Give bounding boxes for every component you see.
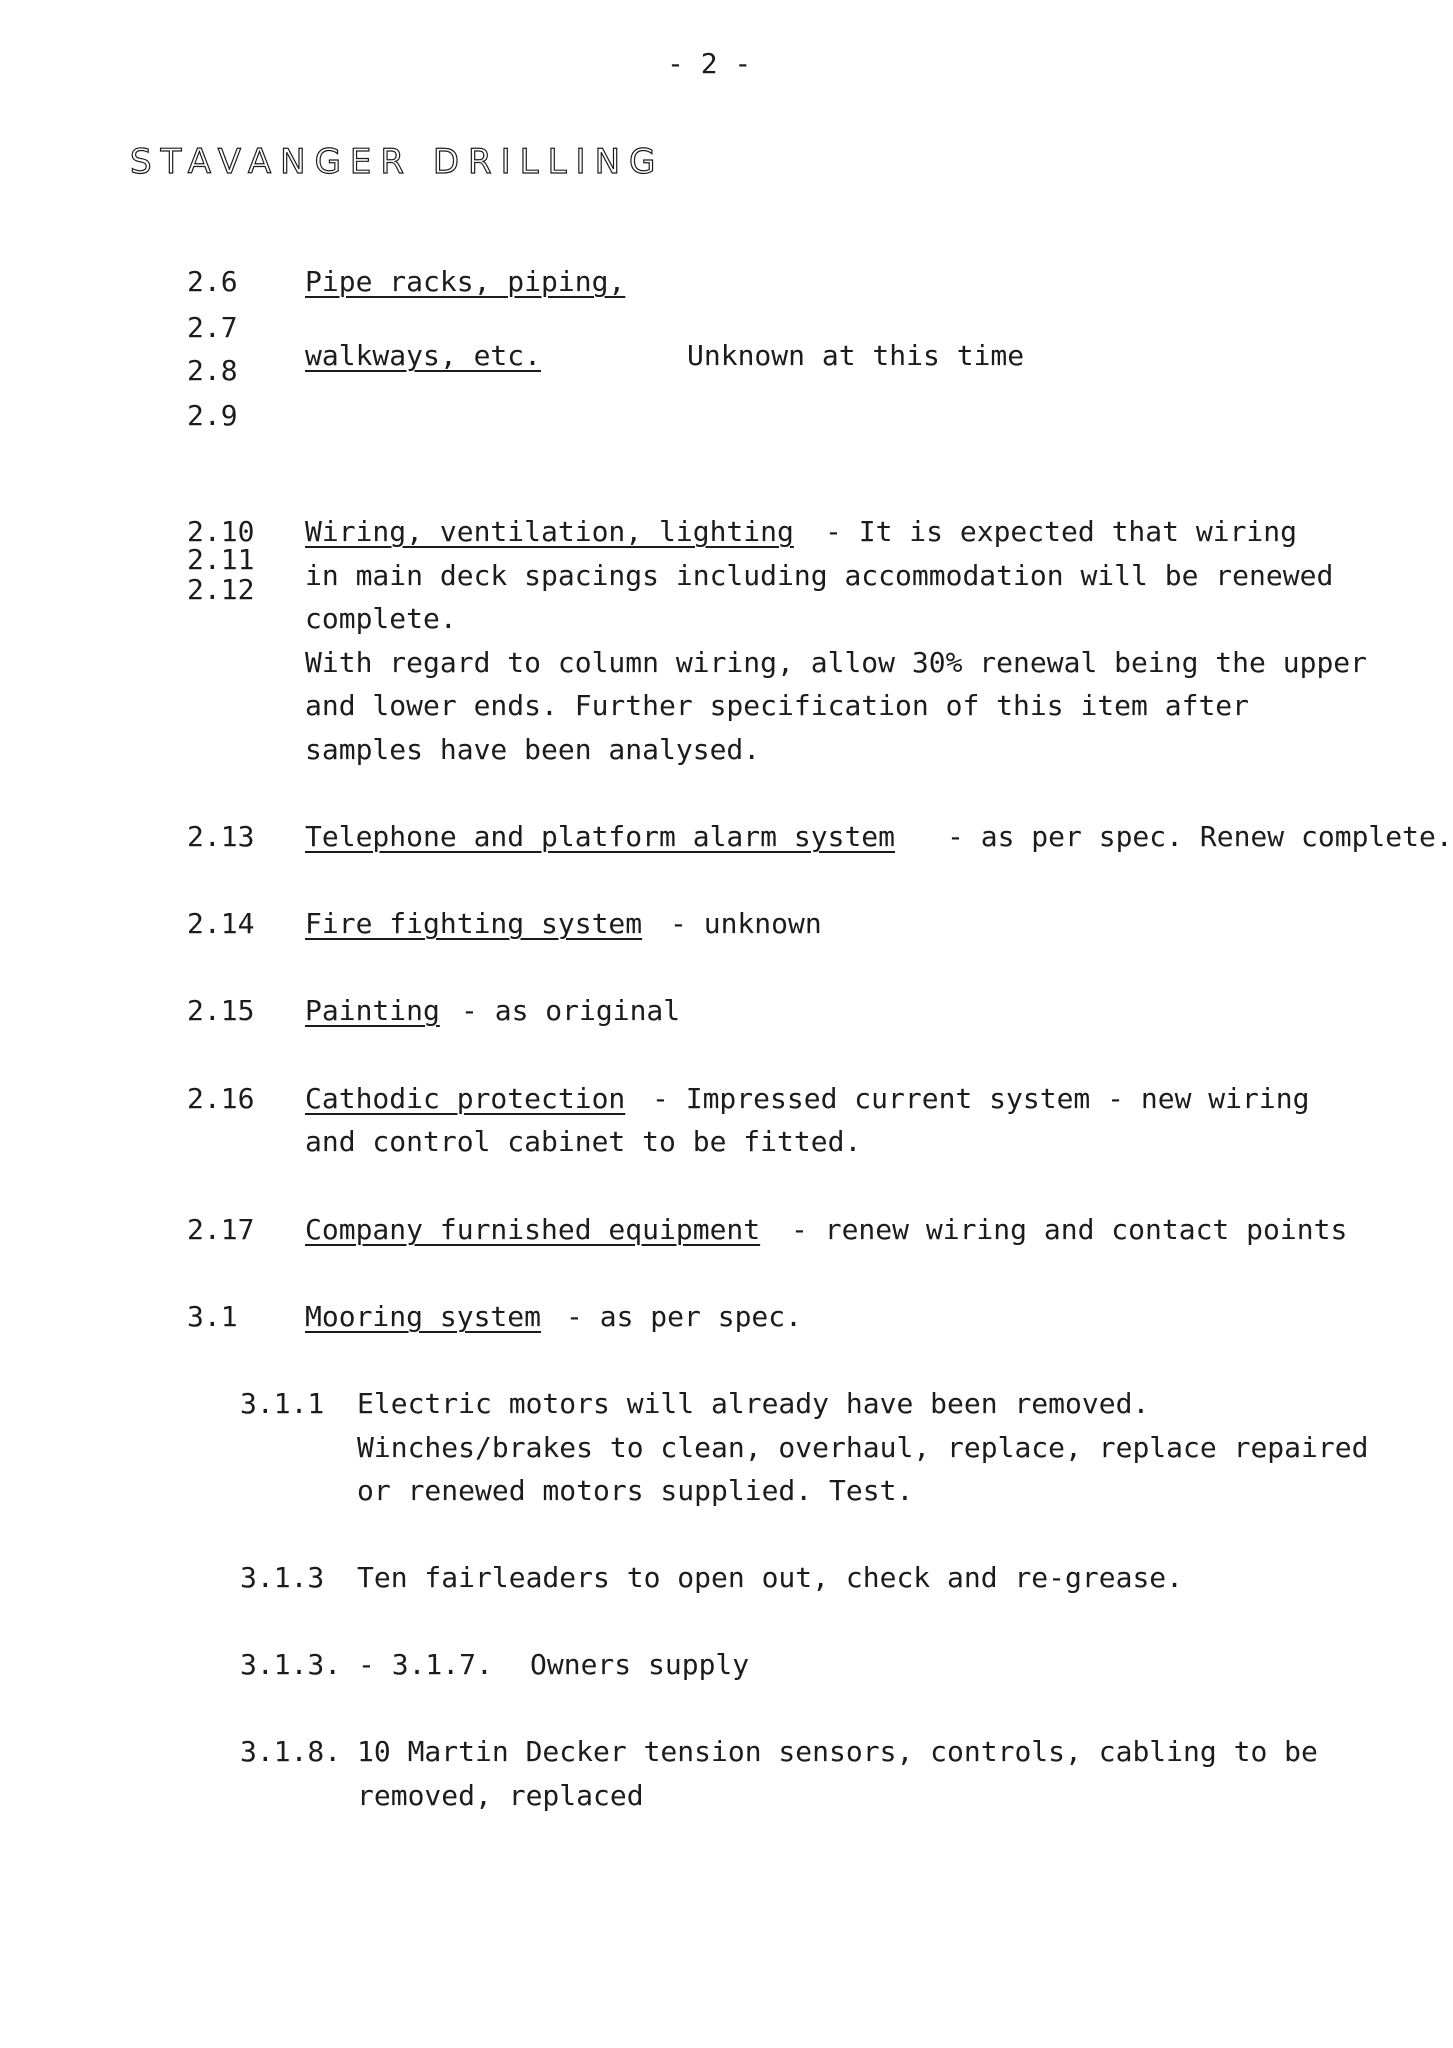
- item-text-2-15: - as original: [461, 994, 681, 1027]
- item-text-3-1-1-line-3: or renewed motors supplied. Test.: [357, 1474, 914, 1507]
- item-number-3-1-3: 3.1.3: [240, 1561, 325, 1594]
- item-number-2-7: 2.7: [187, 311, 238, 344]
- item-title-2-10: Wiring, ventilation, lighting: [305, 515, 794, 548]
- item-title-3-1: Mooring system: [305, 1300, 542, 1333]
- item-text-3-1-8-line-1: 10 Martin Decker tension sensors, controls, cabling to be: [357, 1735, 1318, 1768]
- item-title-2-16: Cathodic protection: [305, 1082, 626, 1115]
- item-text-2-16-line-2: and control cabinet to be fitted.: [305, 1125, 862, 1158]
- item-title-2-13: Telephone and platform alarm system: [305, 820, 896, 853]
- item-number-2-15: 2.15: [187, 994, 255, 1027]
- item-number-2-12: 2.12: [187, 573, 255, 606]
- item-text-2-10-line-1: - It is expected that wiring: [825, 515, 1298, 548]
- item-text-3-1-3-to-3-1-7: Owners supply: [530, 1648, 750, 1681]
- item-text-2-10-line-6: samples have been analysed.: [305, 733, 761, 766]
- item-number-2-17: 2.17: [187, 1213, 255, 1246]
- page-number: - 2 -: [667, 47, 752, 80]
- item-text-2-17: - renew wiring and contact points: [791, 1213, 1348, 1246]
- item-text-2-13: - as per spec. Renew complete.: [947, 820, 1453, 853]
- item-text-2-14: - unknown: [670, 907, 822, 940]
- item-title-2-14: Fire fighting system: [305, 907, 643, 940]
- item-text-3-1-3: Ten fairleaders to open out, check and re-grease.: [357, 1561, 1184, 1594]
- item-title-2-17: Company furnished equipment: [305, 1213, 761, 1246]
- item-number-3-1-3-to-3-1-7: 3.1.3. - 3.1.7.: [240, 1648, 493, 1681]
- letterhead-text: STAVANGER DRILLING: [130, 142, 665, 182]
- item-number-2-11: 2.11: [187, 543, 255, 576]
- letterhead-logo-graphic: [130, 140, 665, 182]
- item-title-2-7: walkways, etc.: [305, 339, 542, 372]
- item-text-3-1-1-line-1: Electric motors will already have been removed.: [357, 1387, 1150, 1420]
- item-number-3-1-1: 3.1.1: [240, 1387, 325, 1420]
- item-text-2-16-line-1: - Impressed current system - new wiring: [652, 1082, 1310, 1115]
- item-text-3-1: - as per spec.: [566, 1300, 803, 1333]
- item-number-2-8: 2.8: [187, 354, 238, 387]
- item-text-3-1-8-line-2: removed, replaced: [357, 1779, 644, 1812]
- item-text-2-10-line-3: complete.: [305, 602, 457, 635]
- item-text-3-1-1-line-2: Winches/brakes to clean, overhaul, replace, replace repaired: [357, 1431, 1369, 1464]
- letterhead-logo: [130, 140, 665, 182]
- item-text-2-7: Unknown at this time: [687, 339, 1025, 372]
- item-title-2-6: Pipe racks, piping,: [305, 265, 626, 298]
- item-number-2-6: 2.6: [187, 265, 238, 298]
- item-number-2-13: 2.13: [187, 820, 255, 853]
- item-number-2-16: 2.16: [187, 1082, 255, 1115]
- item-title-2-15: Painting: [305, 994, 440, 1027]
- item-number-2-10: 2.10: [187, 515, 255, 548]
- item-number-3-1-8: 3.1.8.: [240, 1735, 342, 1768]
- item-text-2-10-line-4: With regard to column wiring, allow 30% renewal being the upper: [305, 646, 1368, 679]
- item-number-3-1: 3.1: [187, 1300, 238, 1333]
- item-number-2-14: 2.14: [187, 907, 255, 940]
- item-number-2-9: 2.9: [187, 399, 238, 432]
- item-text-2-10-line-2: in main deck spacings including accommodation will be renewed: [305, 559, 1334, 592]
- item-text-2-10-line-5: and lower ends. Further specification of this item after: [305, 689, 1250, 722]
